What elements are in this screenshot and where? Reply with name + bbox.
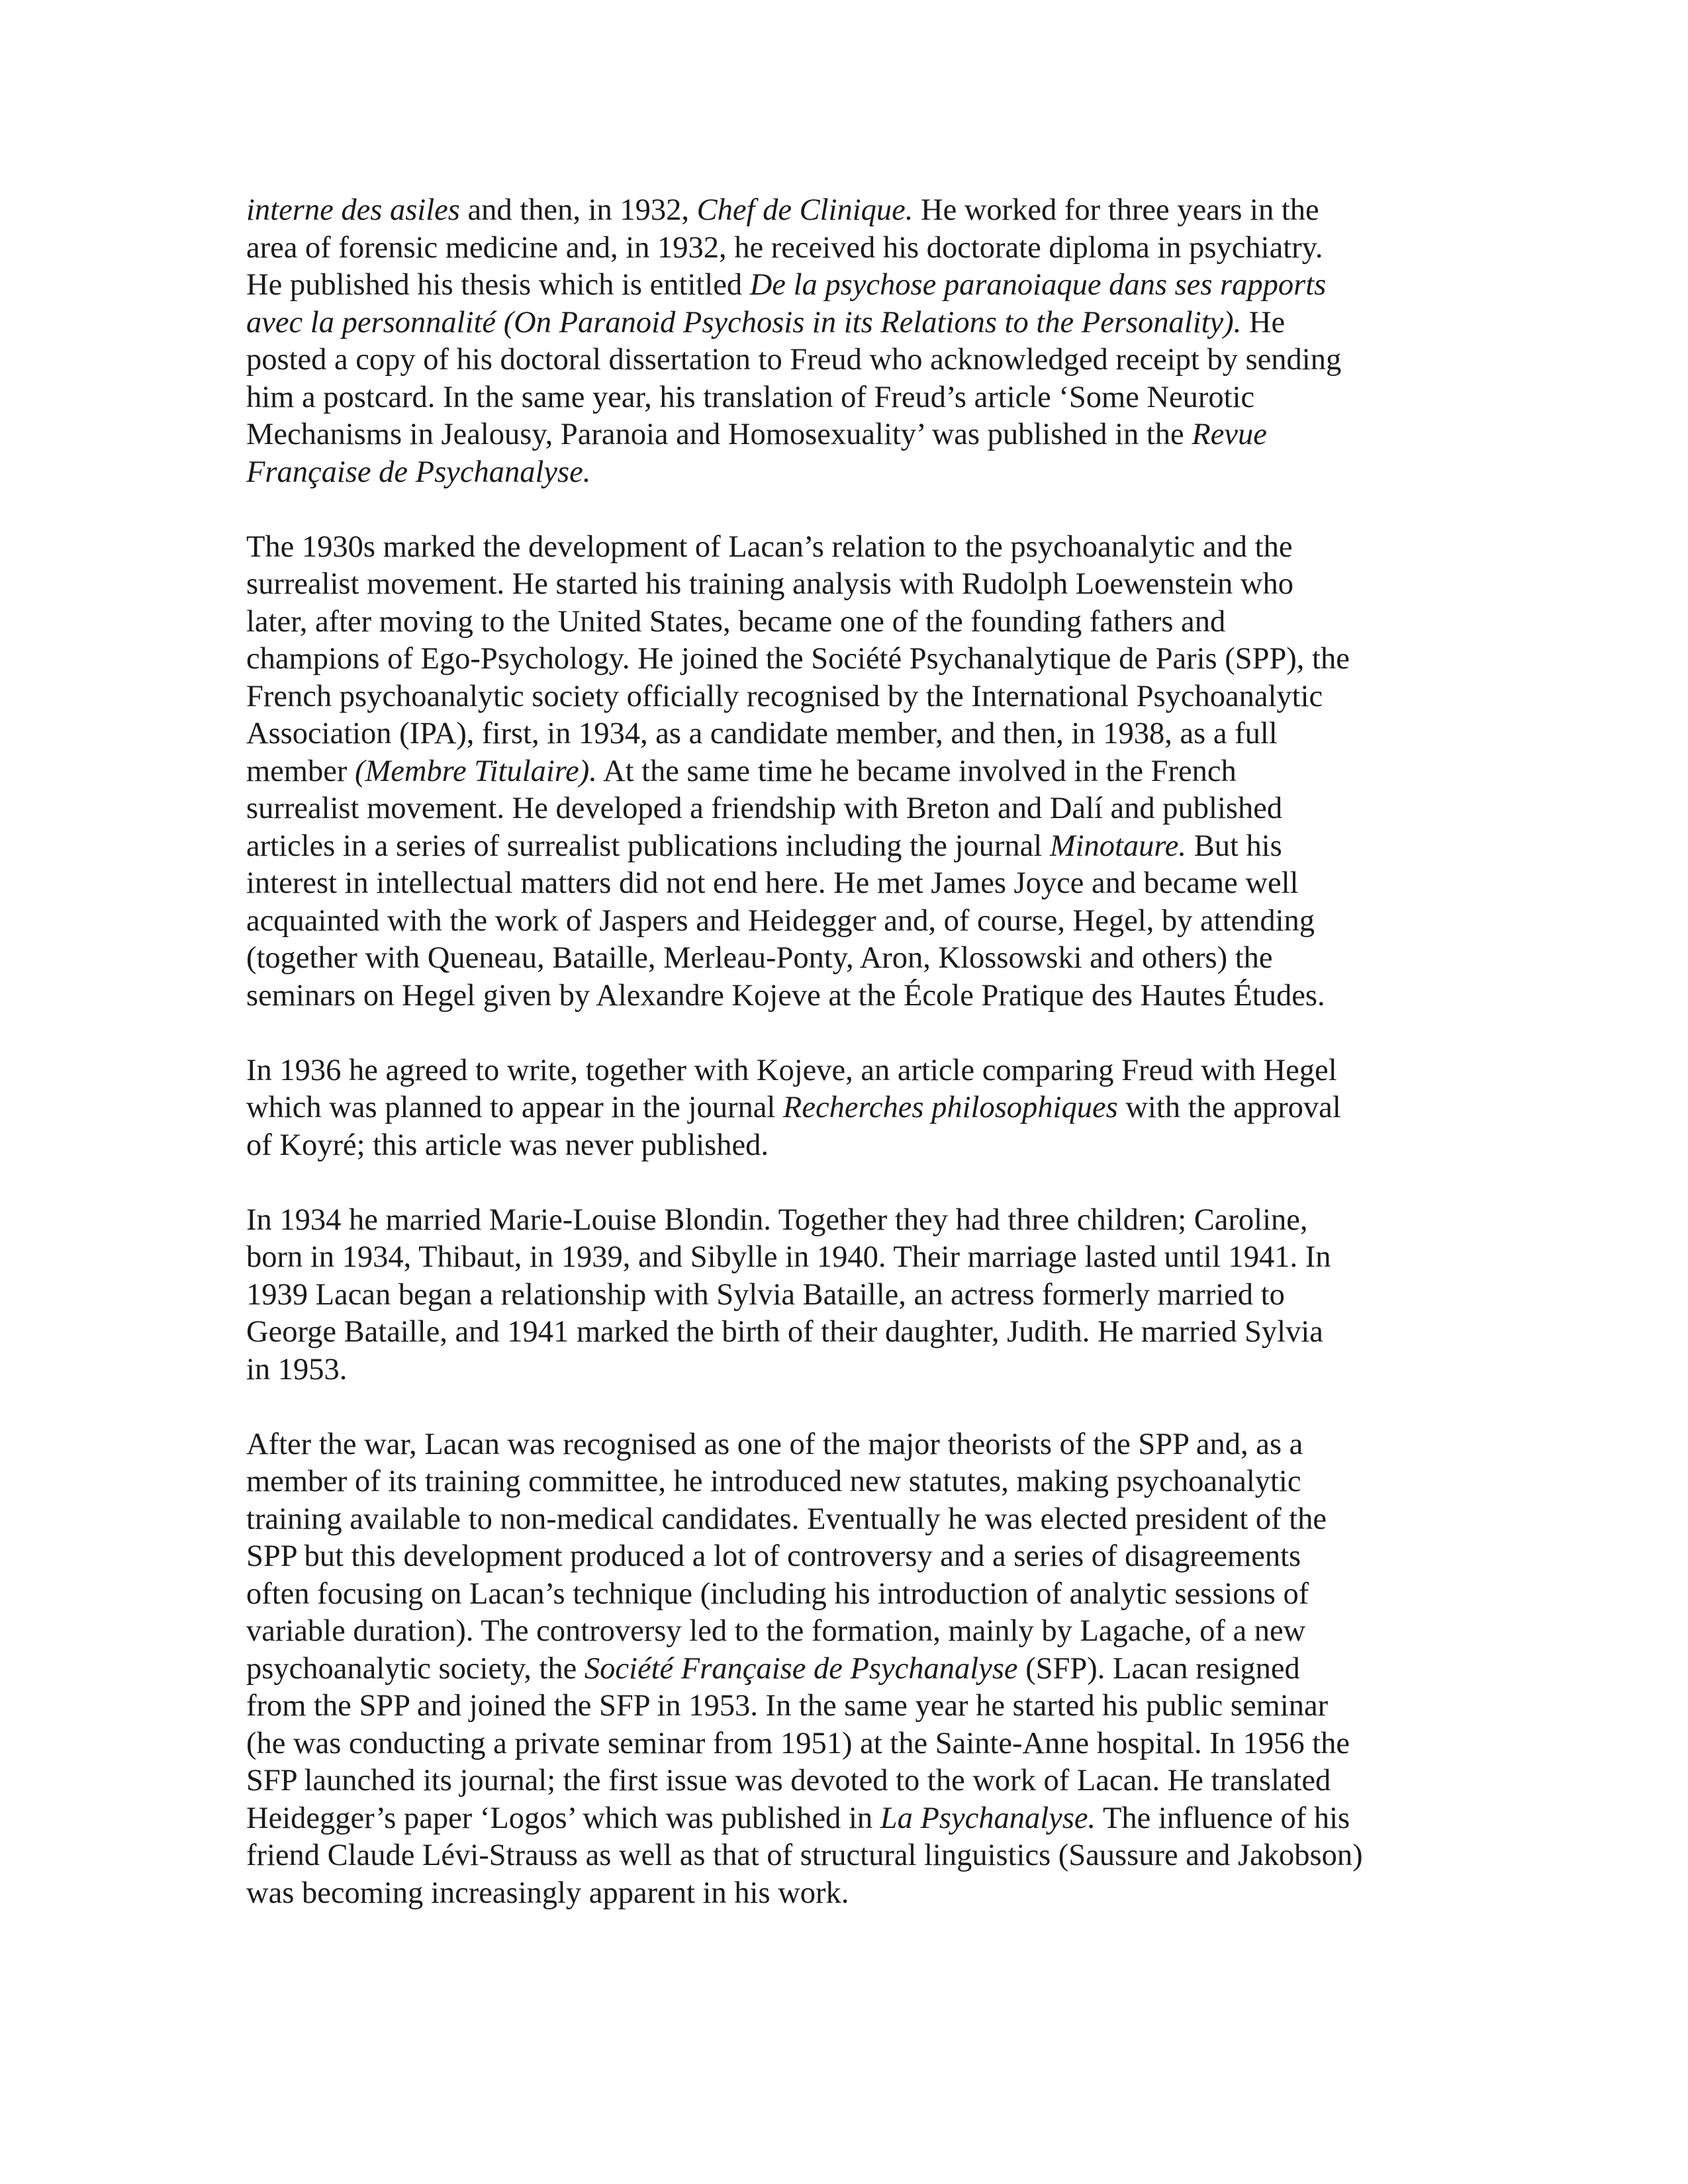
text-run: with the approval bbox=[1117, 1091, 1341, 1124]
text-run: He bbox=[1241, 305, 1286, 340]
text-line bbox=[246, 1538, 1458, 1576]
italic-text: La Psychanalyse. bbox=[880, 1801, 1096, 1835]
paragraph-5 bbox=[246, 1426, 1458, 1913]
text-line bbox=[246, 1725, 1458, 1763]
italic-text: De la psychose paranoiaque dans ses rapports bbox=[749, 268, 1327, 302]
text-run: later, after moving to the United States, became one of the founding fathers and bbox=[246, 604, 1226, 639]
text-line bbox=[246, 192, 1458, 230]
text-run: In 1936 he agreed to write, together with Kojeve, an article comparing Freud with Hegel bbox=[246, 1053, 1337, 1087]
text-line bbox=[246, 1688, 1458, 1725]
text-run: He published his thesis which is entitled bbox=[246, 268, 750, 302]
text-line bbox=[246, 978, 1458, 1015]
text-line bbox=[246, 715, 1458, 753]
text-line bbox=[246, 865, 1458, 903]
text-run: (together with Queneau, Bataille, Merleau-Ponty, Aron, Klossowski and others) the bbox=[246, 941, 1273, 975]
body-text bbox=[246, 192, 1458, 1912]
italic-text: Minotaure. bbox=[1049, 829, 1187, 863]
text-run: After the war, Lacan was recognised as one of the major theorists of the SPP and, as a bbox=[246, 1427, 1303, 1461]
text-run: psychoanalytic society, the bbox=[246, 1651, 585, 1686]
text-line bbox=[246, 678, 1458, 716]
text-run: and then, in 1932, bbox=[459, 193, 697, 227]
text-line bbox=[246, 454, 1458, 492]
text-line bbox=[246, 1127, 1458, 1165]
text-run: friend Claude Lévi-Strauss as well as that of structural linguistics (Saussure and Jakobson) bbox=[246, 1839, 1363, 1872]
text-run: The 1930s marked the development of Lacan’s relation to the psychoanalytic and the bbox=[246, 529, 1293, 564]
text-line bbox=[246, 529, 1458, 567]
text-run: him a postcard. In the same year, his translation of Freud’s article ‘Some Neurotic bbox=[246, 380, 1255, 414]
text-run: member bbox=[246, 754, 355, 788]
text-line bbox=[246, 416, 1458, 454]
text-line bbox=[246, 1613, 1458, 1651]
text-run: surrealist movement. He started his training analysis with Rudolph Loewenstein who bbox=[246, 567, 1293, 601]
text-line bbox=[246, 1202, 1458, 1240]
text-run: of Koyré; this article was never published. bbox=[246, 1128, 769, 1162]
text-line bbox=[246, 790, 1458, 828]
text-line bbox=[246, 1501, 1458, 1539]
text-line bbox=[246, 1576, 1458, 1614]
text-line bbox=[246, 230, 1458, 267]
text-line bbox=[246, 1837, 1458, 1875]
text-line bbox=[246, 1800, 1458, 1838]
text-run: acquainted with the work of Jaspers and Heidegger and, of course, Hegel, by attending bbox=[246, 903, 1315, 938]
text-run: area of forensic medicine and, in 1932, he received his doctorate diploma in psychiatry. bbox=[246, 230, 1323, 265]
paragraph-1 bbox=[246, 192, 1458, 491]
text-line bbox=[246, 379, 1458, 417]
text-run: articles in a series of surrealist publications including the journal bbox=[246, 829, 1050, 863]
text-run: Mechanisms in Jealousy, Paranoia and Homosexuality’ was published in the bbox=[246, 418, 1192, 451]
text-run: The influence of his bbox=[1096, 1801, 1350, 1835]
text-run: He worked for three years in the bbox=[913, 193, 1319, 227]
text-line bbox=[246, 566, 1458, 604]
text-run: training available to non-medical candidates. Eventually he was elected president of the bbox=[246, 1502, 1327, 1536]
text-run: But his bbox=[1186, 829, 1282, 863]
text-run: often focusing on Lacan’s technique (including his introduction of analytic sessions of bbox=[246, 1576, 1309, 1611]
italic-text: Recherches philosophiques bbox=[782, 1091, 1118, 1124]
text-run: seminars on Hegel given by Alexandre Kojeve at the École Pratique des Hautes Études. bbox=[246, 978, 1325, 1013]
paragraph-3 bbox=[246, 1052, 1458, 1165]
text-run: In 1934 he married Marie-Louise Blondin. Together they had three children; Caroline, bbox=[246, 1203, 1308, 1237]
text-line bbox=[246, 304, 1458, 342]
text-line bbox=[246, 940, 1458, 978]
text-run: SPP but this development produced a lot of controversy and a series of disagreements bbox=[246, 1539, 1301, 1573]
text-line bbox=[246, 1239, 1458, 1277]
text-run: Heidegger’s paper ‘Logos’ which was published in bbox=[246, 1801, 880, 1835]
text-line bbox=[246, 1351, 1458, 1389]
italic-text: Revue bbox=[1192, 418, 1267, 451]
italic-text: Française de Psychanalyse. bbox=[246, 455, 591, 489]
text-run: At the same time he became involved in the French bbox=[596, 754, 1237, 788]
paragraph-2 bbox=[246, 529, 1458, 1015]
paragraph-4 bbox=[246, 1202, 1458, 1389]
text-line bbox=[246, 1651, 1458, 1688]
text-run: variable duration). The controversy led to the formation, mainly by Lagache, of a new bbox=[246, 1614, 1306, 1648]
text-line bbox=[246, 753, 1458, 791]
text-line bbox=[246, 1426, 1458, 1464]
text-line bbox=[246, 1463, 1458, 1501]
italic-text: avec la personnalité (On Paranoid Psychosis in its Relations to the Personality). bbox=[246, 305, 1242, 340]
text-line bbox=[246, 641, 1458, 678]
text-line bbox=[246, 1277, 1458, 1314]
text-run: born in 1934, Thibaut, in 1939, and Sibylle in 1940. Their marriage lasted until 1941. In bbox=[246, 1240, 1331, 1274]
text-line bbox=[246, 1089, 1458, 1127]
text-run: posted a copy of his doctoral dissertation to Freud who acknowledged receipt by sending bbox=[246, 343, 1342, 377]
text-run: interest in intellectual matters did not end here. He met James Joyce and became well bbox=[246, 866, 1299, 900]
text-run: George Bataille, and 1941 marked the birth of their daughter, Judith. He married Sylvia bbox=[246, 1315, 1323, 1349]
text-run: (SFP). Lacan resigned bbox=[1017, 1651, 1300, 1686]
text-run: champions of Ego-Psychology. He joined the Société Psychanalytique de Paris (SPP), the bbox=[246, 642, 1350, 676]
italic-text: Chef de Clinique. bbox=[696, 193, 914, 227]
italic-text: (Membre Titulaire). bbox=[354, 754, 597, 788]
text-line bbox=[246, 903, 1458, 940]
text-run: in 1953. bbox=[246, 1352, 348, 1387]
text-line bbox=[246, 341, 1458, 379]
text-line bbox=[246, 828, 1458, 866]
text-run: from the SPP and joined the SFP in 1953. In the same year he started his public seminar bbox=[246, 1689, 1329, 1723]
text-run: was becoming increasingly apparent in his work. bbox=[246, 1876, 849, 1910]
text-run: Association (IPA), first, in 1934, as a candidate member, and then, in 1938, as a full bbox=[246, 717, 1278, 751]
text-line bbox=[246, 1875, 1458, 1913]
text-run: which was planned to appear in the journal bbox=[246, 1091, 783, 1124]
italic-text: Société Française de Psychanalyse bbox=[584, 1651, 1018, 1686]
text-line bbox=[246, 1762, 1458, 1800]
text-line bbox=[246, 1052, 1458, 1090]
text-run: SFP launched its journal; the first issue was devoted to the work of Lacan. He translated bbox=[246, 1764, 1331, 1797]
text-line bbox=[246, 1314, 1458, 1351]
italic-text: interne des asiles bbox=[246, 193, 460, 227]
text-line bbox=[246, 267, 1458, 304]
text-line bbox=[246, 604, 1458, 641]
text-run: member of its training committee, he introduced new statutes, making psychoanalytic bbox=[246, 1465, 1301, 1498]
text-run: 1939 Lacan began a relationship with Sylvia Bataille, an actress formerly married to bbox=[246, 1277, 1285, 1312]
text-run: surrealist movement. He developed a friendship with Breton and Dalí and published bbox=[246, 792, 1283, 825]
text-run: French psychoanalytic society officially recognised by the International Psychoanalytic bbox=[246, 679, 1323, 713]
text-run: (he was conducting a private seminar from 1951) at the Sainte-Anne hospital. In 1956 the bbox=[246, 1726, 1350, 1760]
